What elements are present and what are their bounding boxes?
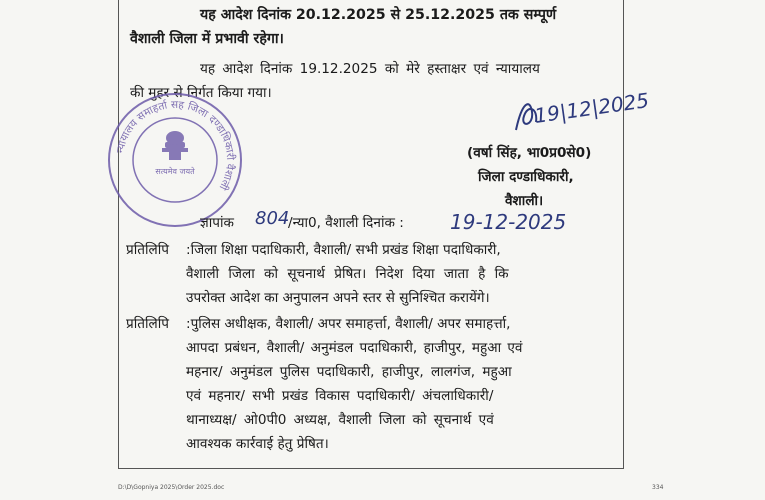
order-effect-line-1: यह आदेश दिनांक 20.12.2025 से 25.12.2025 तक सम्पूर्ण [200, 7, 557, 23]
signatory-district: वैशाली। [505, 193, 544, 209]
page-border-left [118, 0, 119, 468]
copy1-line-3: उपरोक्त आदेश का अनुपालन अपने स्तर से सुनिश्चित करायेंगे। [186, 290, 490, 306]
copy2-line-1: :पुलिस अधीक्षक, वैशाली/ अपर समाहर्त्ता, वैशाली/ अपर समाहर्त्ता, [186, 316, 511, 332]
court-seal-stamp [105, 90, 245, 230]
signatory-name: (वर्षा सिंह, भा0प्र0से0) [467, 145, 592, 161]
memo-date-handwritten: 19-12-2025 [450, 210, 567, 234]
footer-file-path: D:\D\Gopniya 2025\Order 2025.doc [118, 484, 225, 491]
copy1-line-2: वैशाली जिला को सूचनार्थ प्रेषित। निदेश दिया जाता है कि [186, 266, 509, 282]
copy1-label: प्रतिलिपि [126, 242, 169, 258]
copy2-line-2: आपदा प्रबंधन, वैशाली/ अनुमंडल पदाधिकारी, हाजीपुर, महुआ एवं [186, 340, 523, 356]
signature-date-handwritten: 19|12|2025 [532, 88, 651, 128]
copy2-line-3: महनार/ अनुमंडल पुलिस पदाधिकारी, हाजीपुर, लालगंज, महुआ [186, 364, 512, 380]
footer-page-number: 334 [652, 484, 664, 491]
memo-number-handwritten: 804 [255, 208, 290, 229]
svg-text:न्यायालय समाहर्ता सह जिला दण्ड: न्यायालय समाहर्ता सह जिला दण्डाधिकारी वैशाली [114, 98, 237, 192]
copy2-line-6: आवश्यक कार्रवाई हेतु प्रेषित। [186, 436, 329, 452]
copy2-label: प्रतिलिपि [126, 316, 169, 332]
page-border-right [623, 0, 624, 468]
memo-prefix: ज्ञापांक [200, 215, 234, 231]
order-issue-line-2: की मुहर से निर्गत किया गया। [130, 85, 272, 101]
svg-text:सत्यमेव जयते: सत्यमेव जयते [155, 167, 195, 176]
order-effect-line-2: वैशाली जिला में प्रभावी रहेगा। [130, 31, 284, 47]
signatory-designation: जिला दण्डाधिकारी, [478, 169, 574, 185]
memo-office-date-label: /न्या0, वैशाली दिनांक : [288, 215, 404, 231]
order-issue-line-1: यह आदेश दिनांक 19.12.2025 को मेरे हस्ताक्षर एवं न्यायालय [200, 61, 540, 77]
page-border-bottom [118, 468, 624, 469]
copy1-line-1: :जिला शिक्षा पदाधिकारी, वैशाली/ सभी प्रखंड शिक्षा पदाधिकारी, [186, 242, 501, 258]
copy2-line-4: एवं महनार/ सभी प्रखंड विकास पदाधिकारी/ अंचलाधिकारी/ [186, 388, 494, 404]
copy2-line-5: थानाध्यक्ष/ ओ0पी0 अध्यक्ष, वैशाली जिला को सूचनार्थ एवं [186, 412, 494, 428]
